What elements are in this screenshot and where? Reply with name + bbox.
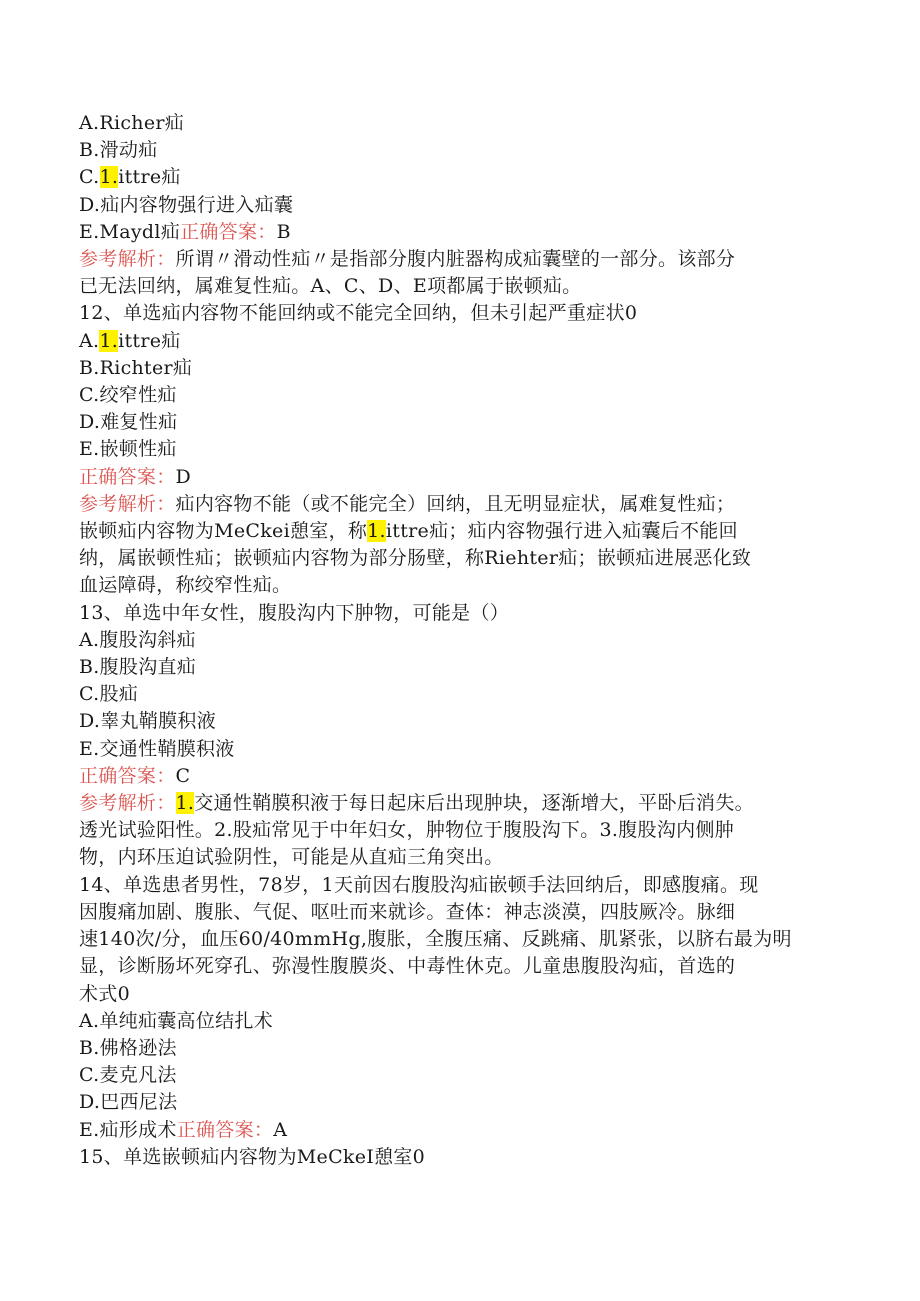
explanation-text: 所谓〃滑动性疝〃是指部分腹内脏器构成疝囊壁的一部分。该部分 <box>175 248 736 271</box>
option-b: B.佛格逊法 <box>79 1036 177 1059</box>
option-prefix: A. <box>79 329 100 352</box>
explanation-text: 疝内容物不能（或不能完全）回纳，且无明显症状，属难复性疝； <box>175 492 736 515</box>
highlight: 1. <box>175 792 195 815</box>
answer-label: 正确答案： <box>180 220 277 243</box>
option-b: B.滑动疝 <box>79 139 158 162</box>
answer-value: B <box>276 220 291 243</box>
explanation-line: 血运障碍，称绞窄性疝。 <box>79 574 292 597</box>
option-text: E.疝形成术 <box>79 1118 177 1141</box>
explanation-line <box>79 518 824 545</box>
explanation-text: 嵌顿疝内容物为MeCkei憩室，称 <box>79 520 368 543</box>
option-e: E.嵌顿性疝 <box>79 438 177 461</box>
option-d: D.睾丸鞘膜积液 <box>79 710 216 733</box>
option-c: C.股疝 <box>79 683 139 706</box>
explanation-line: 已无法回纳，属难复性疝。A、C、D、E项都属于嵌顿疝。 <box>79 275 582 298</box>
question-stem: 13、单选中年女性，腹股沟内下肿物，可能是（） <box>79 601 510 624</box>
explanation-label: 参考解析： <box>79 248 176 271</box>
explanation-text: ittre疝；疝内容物强行进入疝囊后不能回 <box>385 520 738 543</box>
option-a: A.Richer疝 <box>79 112 185 134</box>
explanation-line: 纳，属嵌顿性疝；嵌顿疝内容物为部分肠壁，称Riehter疝；嵌顿疝进展恶化致 <box>79 547 752 570</box>
answer-line <box>79 763 824 790</box>
highlight: 1. <box>99 166 119 189</box>
question-stem: 因腹痛加剧、腹胀、气促、呕吐而来就诊。查体：神志淡漠，四肢厥冷。脉细 <box>79 900 736 923</box>
option-b: B.Richter疝 <box>79 356 193 379</box>
explanation-line <box>79 491 824 518</box>
explanation-line: 透光试验阳性。2.股疝常见于中年妇女，肿物位于腹股沟下。3.腹股沟内侧肿 <box>79 819 735 842</box>
highlight: 1. <box>99 329 119 352</box>
question-stem: 显，诊断肠坏死穿孔、弥漫性腹膜炎、中毒性休克。儿童患腹股沟疝，首选的 <box>79 955 736 978</box>
answer-value: C <box>175 764 191 787</box>
option-b: B.腹股沟直疝 <box>79 656 197 679</box>
question-stem: 速140次/分，血压60/40mmHg,腹胀，全腹压痛、反跳痛、肌紧张，以脐右最为明 <box>79 928 792 951</box>
answer-label: 正确答案： <box>79 764 176 787</box>
option-c <box>79 164 824 191</box>
answer-label: 正确答案： <box>176 1118 274 1141</box>
highlight: 1. <box>367 520 386 543</box>
question-stem: 14、单选患者男性，78岁，1天前因右腹股沟疝嵌顿手法回纳后，即感腹痛。现 <box>79 873 759 896</box>
answer-label: 正确答案： <box>79 465 176 488</box>
option-text: ittre疝 <box>118 166 181 189</box>
option-prefix: C. <box>79 166 100 189</box>
option-e <box>79 219 824 246</box>
option-a: A.腹股沟斜疝 <box>79 628 196 651</box>
explanation-line <box>79 246 824 273</box>
option-text: ittre疝 <box>118 329 181 352</box>
option-d: D.难复性疝 <box>79 411 178 434</box>
question-stem: 12、单选疝内容物不能回纳或不能完全回纳，但未引起严重症状0 <box>79 302 638 325</box>
option-c: C.绞窄性疝 <box>79 384 177 407</box>
option-a: A.单纯疝囊高位结扎术 <box>79 1009 274 1032</box>
option-e: E.交通性鞘膜积液 <box>79 737 235 760</box>
option-e <box>79 1117 824 1144</box>
explanation-label: 参考解析： <box>79 492 176 515</box>
explanation-line: 物，内环压迫试验阴性，可能是从直疝三角突出。 <box>79 846 504 869</box>
option-c: C.麦克凡法 <box>79 1064 177 1087</box>
question-stem: 15、单选嵌顿疝内容物为MeCkeI憩室0 <box>79 1145 426 1168</box>
option-a <box>79 328 824 355</box>
option-d: D.巴西尼法 <box>79 1091 178 1114</box>
explanation-text: 交通性鞘膜积液于每日起床后出现肿块，逐渐增大，平卧后消失。 <box>194 792 754 815</box>
explanation-line <box>79 790 824 817</box>
answer-value: A <box>273 1118 288 1141</box>
option-text: E.Maydl疝 <box>79 220 181 243</box>
option-d: D.疝内容物强行进入疝囊 <box>79 193 294 216</box>
answer-value: D <box>175 465 192 488</box>
explanation-label: 参考解析： <box>79 792 176 815</box>
answer-line <box>79 464 824 491</box>
question-stem: 术式0 <box>79 982 130 1005</box>
